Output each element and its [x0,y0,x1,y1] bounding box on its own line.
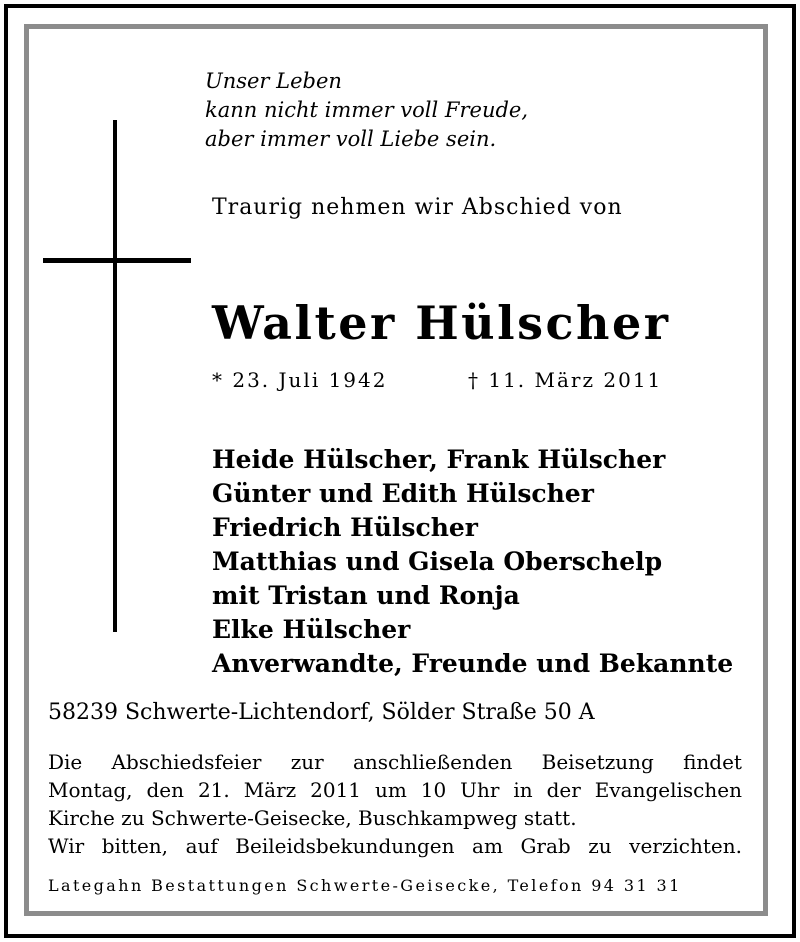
word: Evangelischen [594,778,742,802]
word: bitten, [101,834,169,858]
word: Die [48,750,83,774]
death-date: † 11. März 2011 [468,368,663,392]
word: der [546,778,581,802]
word: am [472,834,503,858]
word: anschließenden [352,750,513,774]
ceremony-line-4 [48,832,742,860]
mourner-line: mit Tristan und Ronja [212,581,520,610]
funeral-home-footer: Lategahn Bestattungen Schwerte-Geisecke, Telefon 94 31 31 [48,876,682,895]
word: verzichten. [629,834,742,858]
ceremony-line-3: Kirche zu Schwerte-Geisecke, Buschkampweg statt. [48,806,577,830]
word: in [513,778,533,802]
word: um [374,778,407,802]
word: Grab [520,834,571,858]
motto-line: aber immer voll Liebe sein. [205,127,497,151]
motto-line: Unser Leben [205,69,342,93]
mourner-line: Elke Hülscher [212,615,411,644]
deceased-name: Walter Hülscher [212,296,671,350]
intro-text: Traurig nehmen wir Abschied von [212,195,623,220]
word: zu [588,834,612,858]
mourner-line: Friedrich Hülscher [212,513,478,542]
mourner-line: Heide Hülscher, Frank Hülscher [212,445,666,474]
word: auf [185,834,218,858]
ceremony-line-1 [48,748,742,776]
mourner-line: Matthias und Gisela Oberschelp [212,547,663,576]
word: 10 [420,778,447,802]
word: Beisetzung [541,750,654,774]
word: den [146,778,184,802]
mourner-line: Anverwandte, Freunde und Bekannte [212,649,734,678]
word: Abschiedsfeier [111,750,262,774]
mourners-list [212,443,733,681]
motto [205,67,528,154]
cross-icon-vertical-bar [113,120,117,632]
family-address: 58239 Schwerte-Lichtendorf, Sölder Straße 50 A [48,700,595,725]
word: Montag, [48,778,133,802]
word: Beileidsbekundungen [235,834,455,858]
cross-icon-horizontal-bar [43,258,191,263]
birth-date: * 23. Juli 1942 [212,368,388,392]
motto-line: kann nicht immer voll Freude, [205,98,529,122]
word: zur [290,750,324,774]
mourner-line: Günter und Edith Hülscher [212,479,594,508]
word: Uhr [460,778,500,802]
ceremony-notice [48,748,742,860]
word: März [243,778,297,802]
word: 21. [197,778,230,802]
ceremony-line-2 [48,776,742,804]
word: findet [683,750,742,774]
word: Wir [48,834,85,858]
word: 2011 [310,778,362,802]
